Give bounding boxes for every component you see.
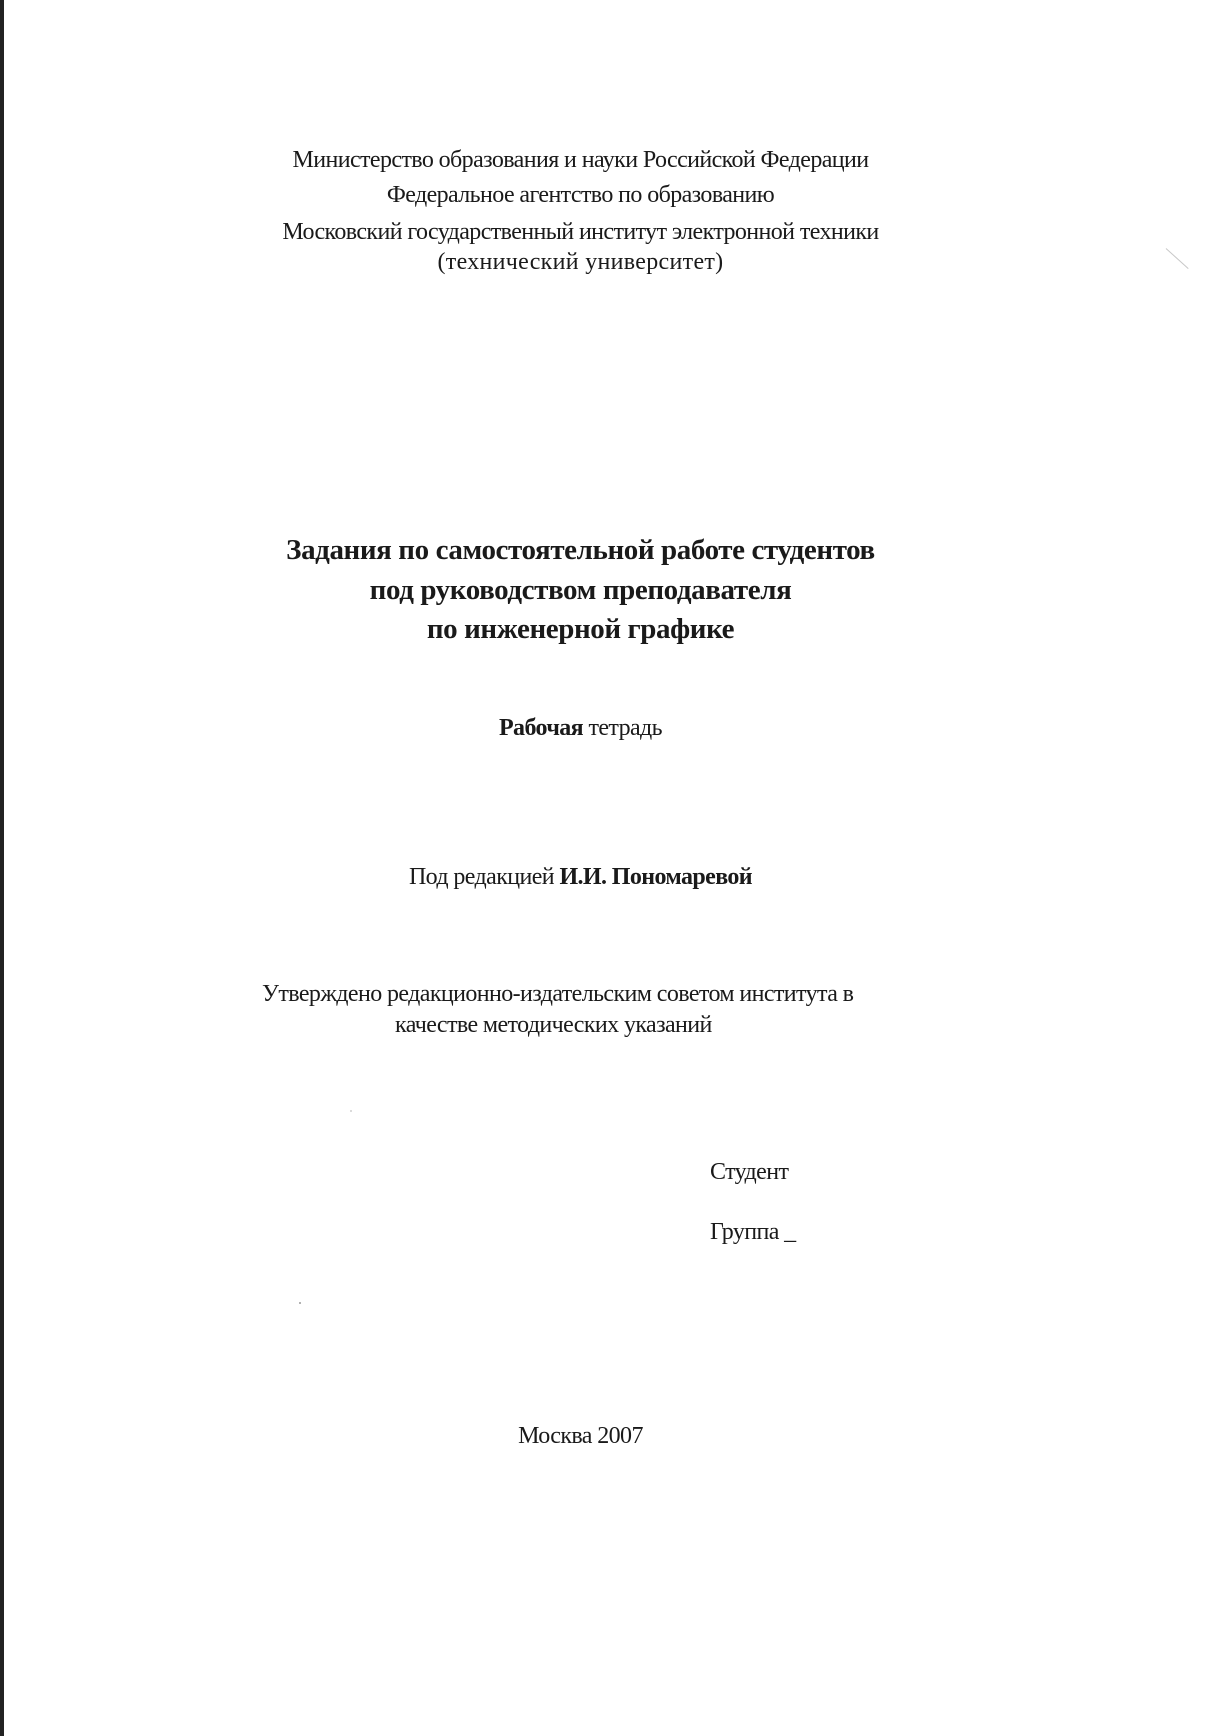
ministry-line: Министерство образования и науки Российской Федерации	[292, 147, 869, 173]
editor-prefix: Под редакцией	[408, 864, 560, 890]
city-year: Москва 2007	[518, 1423, 643, 1449]
subtitle	[0, 716, 1191, 740]
scan-speck	[350, 1110, 352, 1112]
editor-name: И.И. Пономаревой	[559, 864, 753, 890]
approval-line-1: Утверждено редакционно-издательским советом института в	[262, 981, 854, 1007]
subtitle-rest: тетрадь	[583, 715, 662, 741]
approval-line-2: качестве методических указаний	[395, 1012, 712, 1038]
title-line-1: Задания по самостоятельной работе студентов	[286, 534, 875, 566]
title-line-2: под руководством преподавателя	[369, 574, 792, 606]
subtitle-bold: Рабочая	[499, 715, 584, 741]
scan-speck	[299, 1302, 301, 1304]
group-field-label: Группа _	[710, 1219, 796, 1245]
title-line-3: по инженерной графике	[426, 613, 735, 645]
editor-line	[0, 865, 1191, 889]
agency-line: Федеральное агентство по образованию	[386, 182, 775, 208]
student-field-label: Студент	[710, 1159, 789, 1185]
institute-type-line: (технический университет)	[437, 249, 724, 275]
institute-line: Московский государственный институт электронной техники	[282, 219, 879, 245]
